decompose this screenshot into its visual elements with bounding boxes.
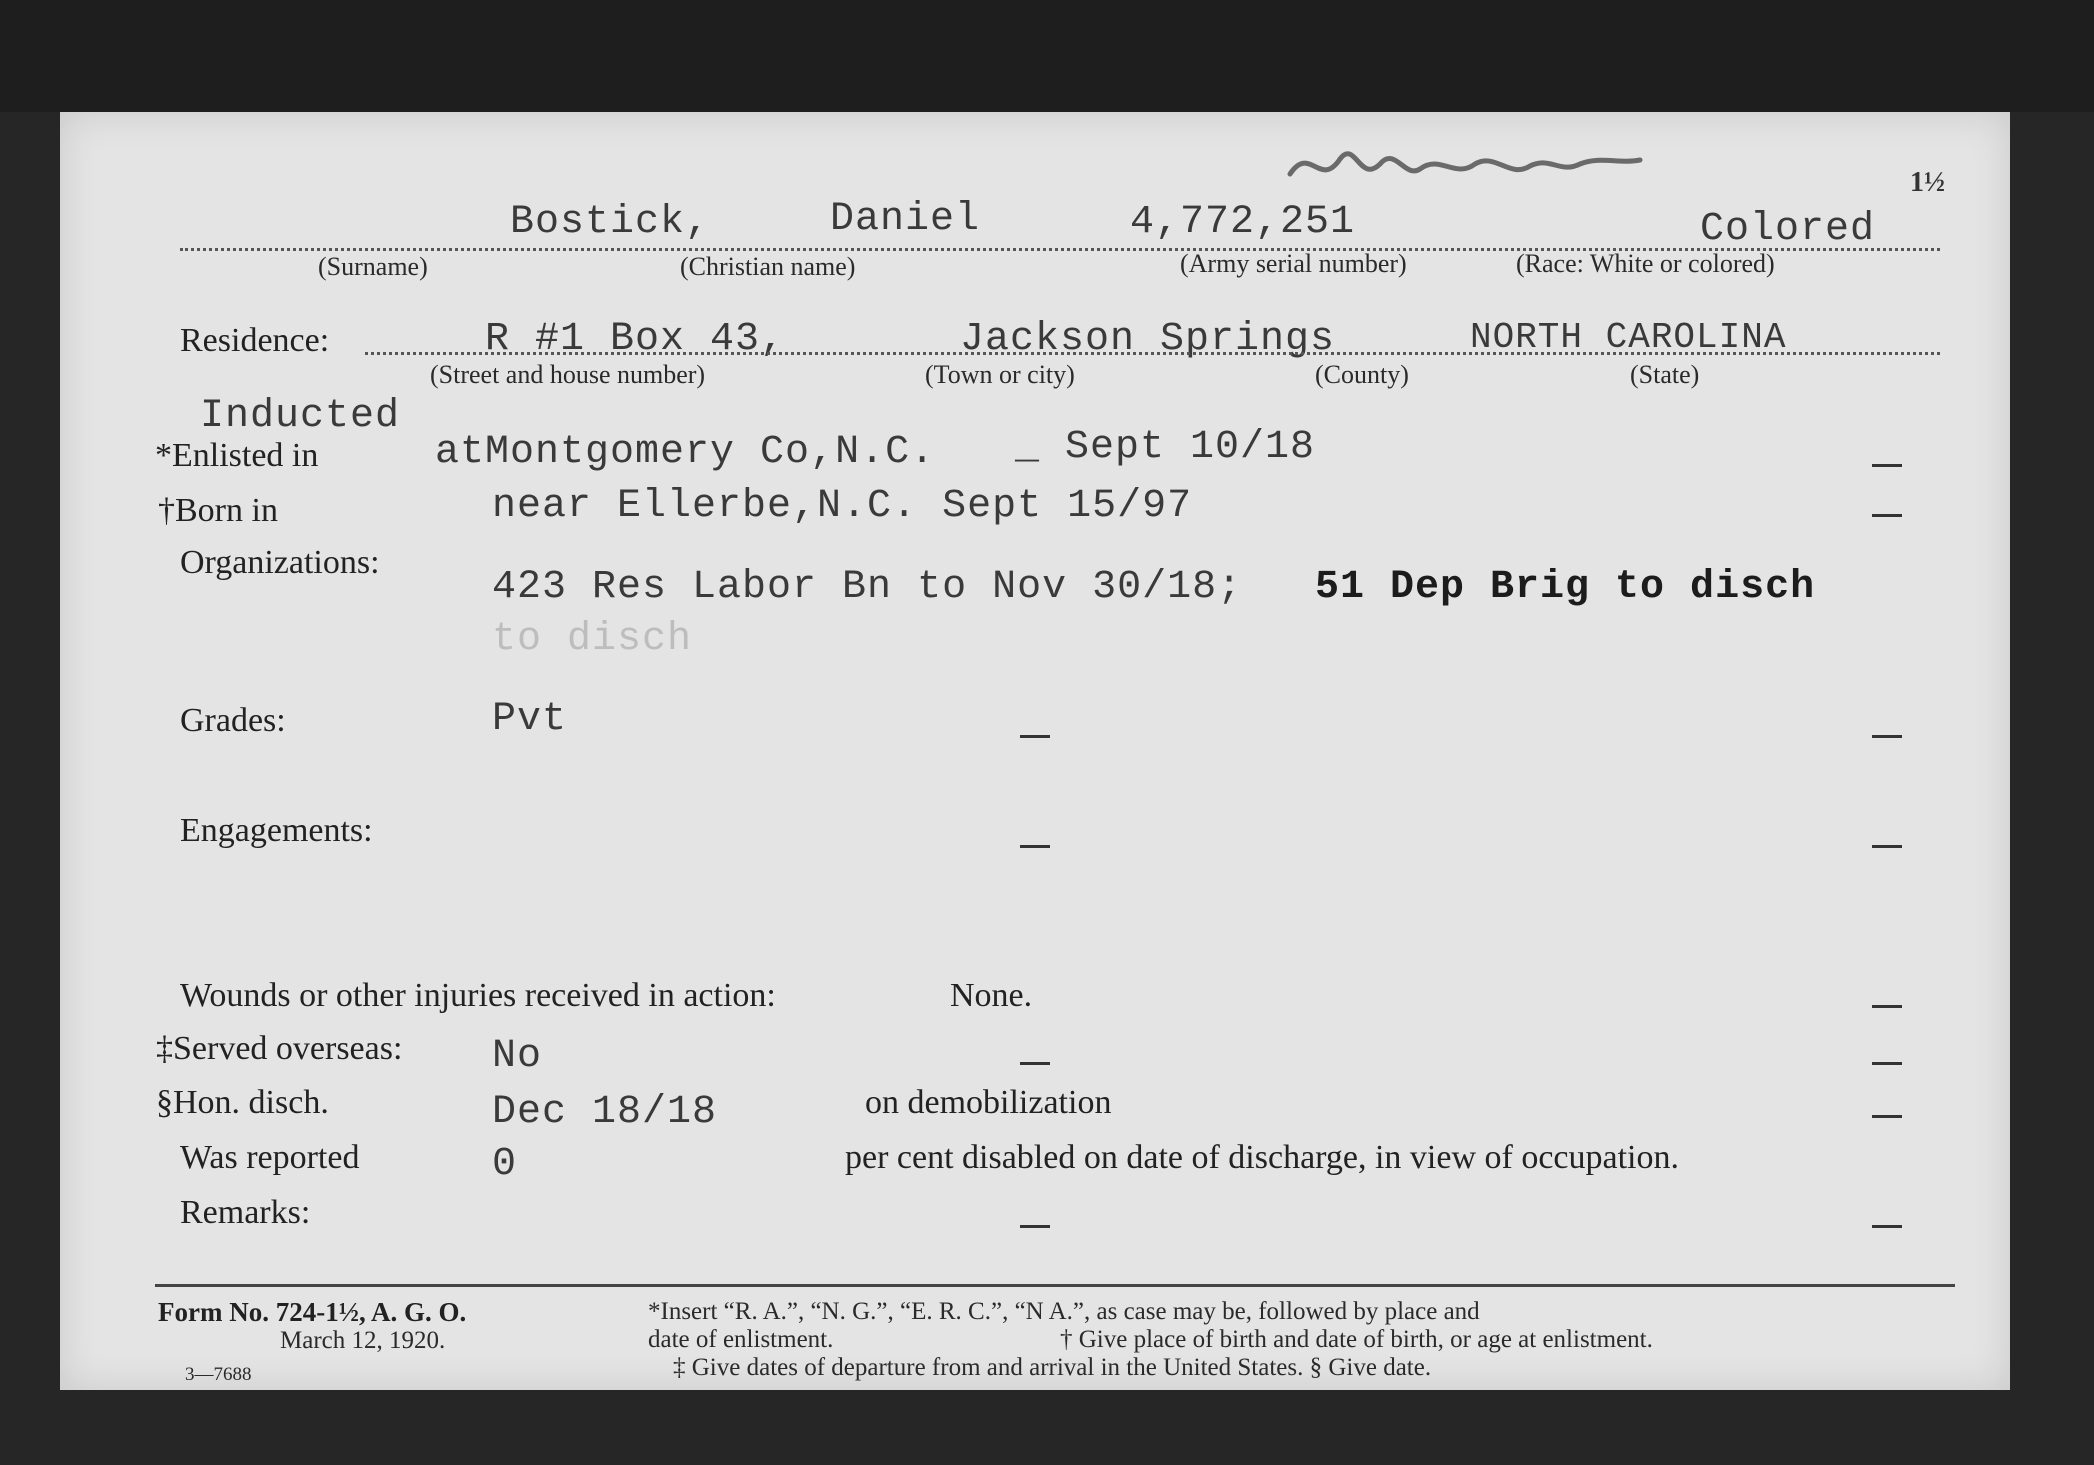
surname-caption: (Surname) [318, 252, 428, 281]
wounds-value: None. [950, 977, 1033, 1014]
dash [1020, 845, 1050, 848]
sheet-number: 1½ [1910, 167, 1945, 198]
dash [1872, 735, 1902, 738]
footnote-line-1: *Insert “R. A.”, “N. G.”, “E. R. C.”, “N A.”, as case may be, followed by place and [648, 1298, 1480, 1325]
handwritten-county [1280, 134, 1700, 204]
organizations-value: 423 Res Labor Bn to Nov 30/18; [492, 565, 1243, 610]
organizations-faint: to disch [492, 617, 693, 662]
footnote-line-2a: date of enlistment. [648, 1326, 834, 1353]
dash [1872, 1062, 1902, 1065]
dash [1872, 845, 1902, 848]
dash [1872, 1225, 1902, 1228]
reported-value: 0 [492, 1142, 518, 1187]
serial-number-caption: (Army serial number) [1180, 249, 1407, 278]
street-caption: (Street and house number) [430, 360, 706, 389]
residence-label: Residence: [180, 322, 330, 359]
surname-value: Bostick, [510, 200, 711, 245]
discharge-reason: on demobilization [865, 1084, 1112, 1121]
state-caption: (State) [1630, 360, 1700, 389]
town-value: Jackson Springs [960, 317, 1336, 362]
discharge-value: Dec 18/18 [492, 1090, 718, 1135]
form-number: Form No. 724-1½, A. G. O. [158, 1297, 467, 1327]
race-value: Colored [1700, 207, 1876, 252]
inducted-overtype: Inducted [200, 394, 401, 439]
born-label: †Born in [158, 492, 278, 529]
reported-label: Was reported [180, 1139, 360, 1176]
christian-name-value: Daniel [830, 197, 981, 242]
enlisted-label: *Enlisted in [155, 437, 319, 474]
dash [1872, 1005, 1902, 1008]
scan-background [0, 0, 2094, 112]
dash [1020, 735, 1050, 738]
reported-text: per cent disabled on date of discharge, in view of occupation. [845, 1139, 1679, 1176]
footnote-line-3: ‡ Give dates of departure from and arrival in the United States. § Give date. [673, 1354, 1432, 1381]
dash [1020, 1062, 1050, 1065]
organizations-label: Organizations: [180, 544, 380, 581]
dash [1872, 514, 1902, 517]
overseas-value: No [492, 1034, 543, 1079]
grades-value: Pvt [492, 697, 568, 742]
enlisted-place-value: atMontgomery Co,N.C. [435, 430, 936, 475]
service-record-card [60, 112, 2010, 1390]
serial-number-value: 4,772,251 [1130, 200, 1356, 245]
wounds-label: Wounds or other injuries received in action: [180, 977, 776, 1014]
town-caption: (Town or city) [925, 360, 1075, 389]
footnote-line-2b: † Give place of birth and date of birth, or age at enlistment. [1060, 1326, 1653, 1353]
form-code: 3—7688 [185, 1364, 252, 1385]
overseas-label: ‡Served overseas: [156, 1030, 403, 1067]
street-value: R #1 Box 43, [485, 317, 786, 362]
organizations-value-bold: 51 Dep Brig to disch [1315, 565, 1816, 610]
discharge-label: §Hon. disch. [156, 1084, 329, 1121]
state-value: NORTH CAROLINA [1470, 317, 1787, 358]
county-caption: (County) [1315, 360, 1409, 389]
residence-line-dots [365, 352, 1940, 355]
engagements-label: Engagements: [180, 812, 373, 849]
christian-name-caption: (Christian name) [680, 252, 856, 281]
race-caption: (Race: White or colored) [1516, 249, 1775, 278]
dash [1872, 464, 1902, 467]
remarks-label: Remarks: [180, 1194, 311, 1231]
dash [1020, 1225, 1050, 1228]
enlisted-date-value: _ Sept 10/18 [1015, 425, 1316, 470]
footer-rule [155, 1284, 1955, 1287]
born-value: near Ellerbe,N.C. Sept 15/97 [492, 484, 1193, 529]
form-date: March 12, 1920. [280, 1327, 446, 1354]
grades-label: Grades: [180, 702, 286, 739]
dash [1872, 1115, 1902, 1118]
